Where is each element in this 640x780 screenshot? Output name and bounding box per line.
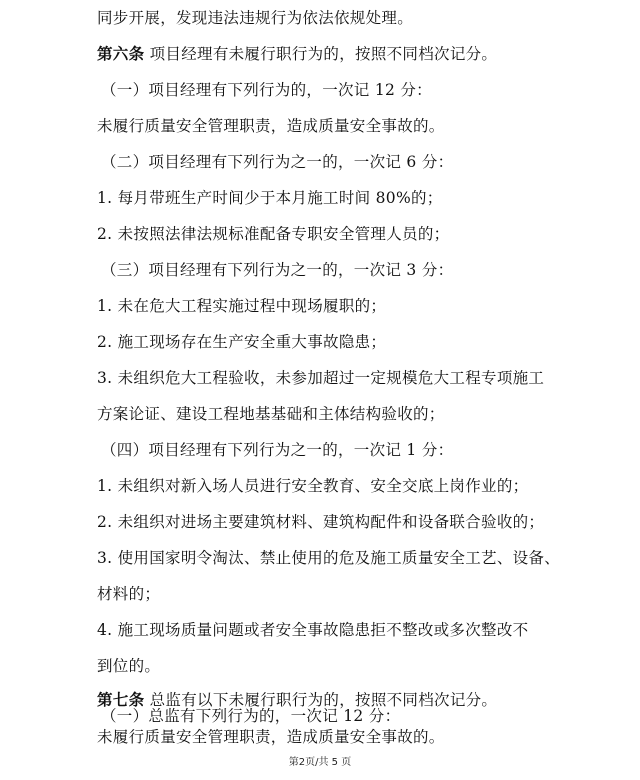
article-6-heading <box>97 44 497 64</box>
paragraph-line: 未履行质量安全管理职责，造成质量安全事故的。 <box>97 117 445 135</box>
list-item: 1. 每月带班生产时间少于本月施工时间 80%的； <box>97 189 443 207</box>
list-item: 1. 未在危大工程实施过程中现场履职的； <box>97 297 387 315</box>
clause-heading: （一）总监有下列行为的，一次记 12 分： <box>101 707 401 725</box>
article-6-text: 项目经理有未履行职行为的，按照不同档次记分。 <box>144 45 498 63</box>
paragraph-line: 同步开展，发现违法违规行为依法依规处理。 <box>97 9 414 27</box>
list-item-continuation: 材料的； <box>97 585 161 603</box>
list-item: 4. 施工现场质量问题或者安全事故隐患拒不整改或多次整改不 <box>97 621 529 639</box>
clause-heading: （四）项目经理有下列行为之一的，一次记 1 分： <box>101 441 454 459</box>
article-7-text: 总监有以下未履行职行为的，按照不同档次记分。 <box>144 691 498 709</box>
clause-heading: （一）项目经理有下列行为的，一次记 12 分： <box>101 81 432 99</box>
list-item: 3. 未组织危大工程验收，未参加超过一定规模危大工程专项施工 <box>97 369 545 387</box>
page-number: 第2页/共 5 页 <box>288 757 352 768</box>
clause-heading: （二）项目经理有下列行为之一的，一次记 6 分： <box>101 153 454 171</box>
list-item: 1. 未组织对新入场人员进行安全教育、安全交底上岗作业的； <box>97 477 529 495</box>
list-item: 2. 未组织对进场主要建筑材料、建筑构配件和设备联合验收的； <box>97 513 545 531</box>
list-item-continuation: 到位的。 <box>97 657 161 675</box>
list-item: 2. 未按照法律法规标准配备专职安全管理人员的； <box>97 225 450 243</box>
article-7-title: 第七条 <box>97 691 145 709</box>
list-item-continuation: 方案论证、建设工程地基基础和主体结构验收的； <box>97 405 445 423</box>
paragraph-line: 未履行质量安全管理职责，造成质量安全事故的。 <box>97 728 445 746</box>
clause-heading: （三）项目经理有下列行为之一的，一次记 3 分： <box>101 261 454 279</box>
list-item: 3. 使用国家明令淘汰、禁止使用的危及施工质量安全工艺、设备、 <box>97 549 561 567</box>
article-6-title: 第六条 <box>97 45 145 63</box>
list-item: 2. 施工现场存在生产安全重大事故隐患； <box>97 333 387 351</box>
